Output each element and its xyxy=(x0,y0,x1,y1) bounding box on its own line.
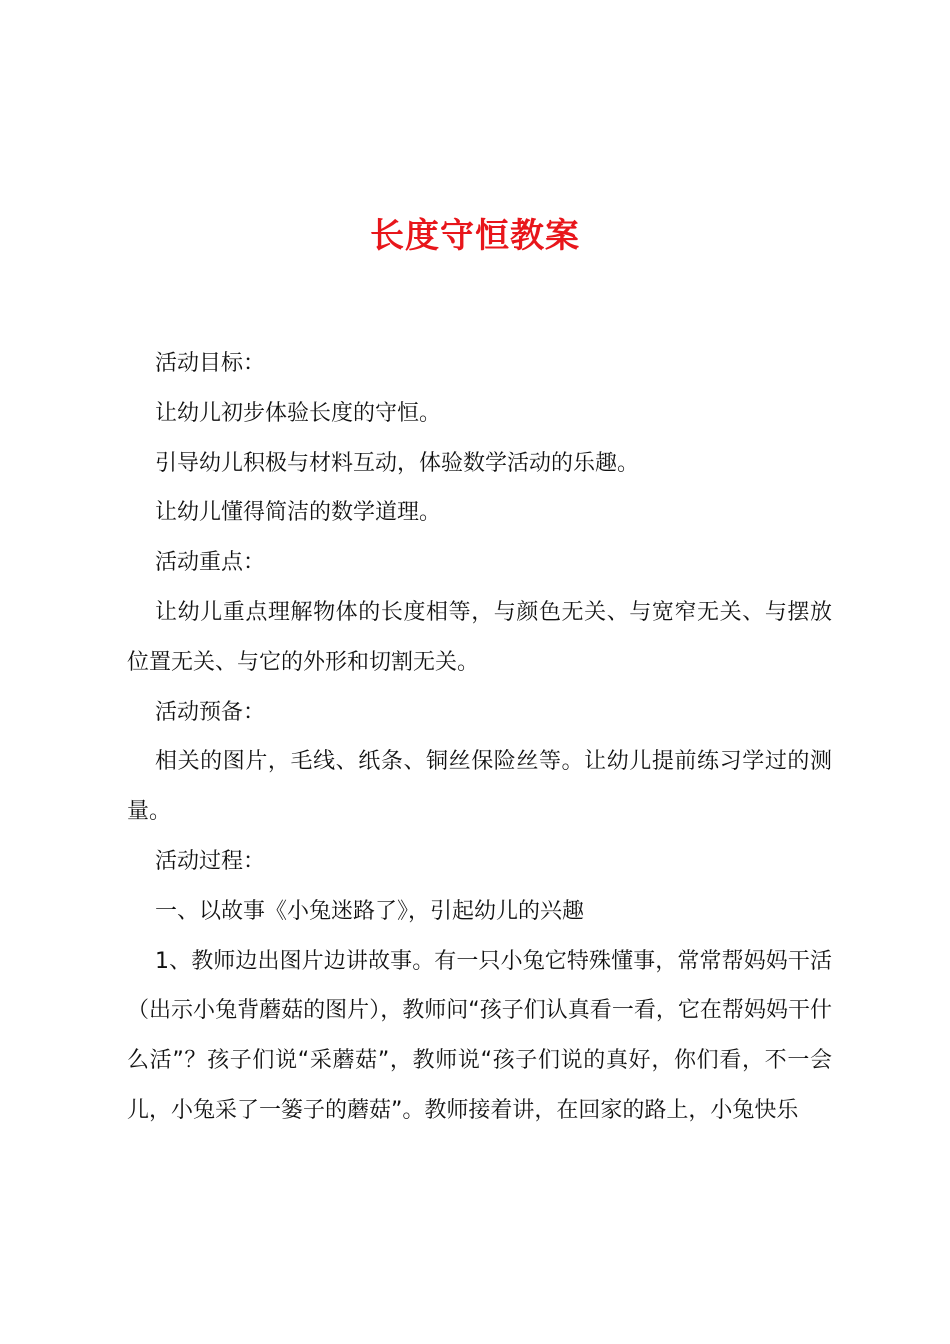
paragraph-process-heading: 活动过程： xyxy=(155,848,266,874)
document-title: 长度守恒教案 xyxy=(370,216,580,256)
paragraph-key-points: 让幼儿重点理解物体的长度相等，与颜色无关、与宽窄无关、与摆放位置无关、与它的外形和切割无关。 xyxy=(127,599,832,675)
paragraph-activity-goals-heading: 活动目标： xyxy=(155,351,266,376)
paragraph-process-step-1-heading: 一、以故事《小兔迷路了》，引起幼儿的兴趣 xyxy=(155,898,585,924)
paragraph-goal-3: 让幼儿懂得简洁的数学道理。 xyxy=(155,500,442,526)
paragraph-goal-2: 引导幼儿积极与材料互动，体验数学活动的乐趣。 xyxy=(155,450,640,476)
paragraph-preparation-heading: 活动预备： xyxy=(155,699,266,725)
paragraph-goal-1: 让幼儿初步体验长度的守恒。 xyxy=(155,400,442,426)
paragraph-key-points-heading: 活动重点： xyxy=(155,550,266,576)
paragraph-preparation: 相关的图片，毛线、纸条、铜丝保险丝等。让幼儿提前练习学过的测量。 xyxy=(127,749,832,825)
paragraph-process-story: 1、教师边出图片边讲故事。有一只小兔它特殊懂事，常常帮妈妈干活（出示小兔背蘑菇的图片），教师问“孩子们认真看一看，它在帮妈妈干什么活”？孩子们说“采蘑菇”，教师说“孩子们说的真好，你们看，不一会儿，小兔采了一篓子的蘑菇”。教师接着讲，在回家的路上，小兔快乐 xyxy=(127,948,832,1123)
document-body xyxy=(127,339,832,1136)
